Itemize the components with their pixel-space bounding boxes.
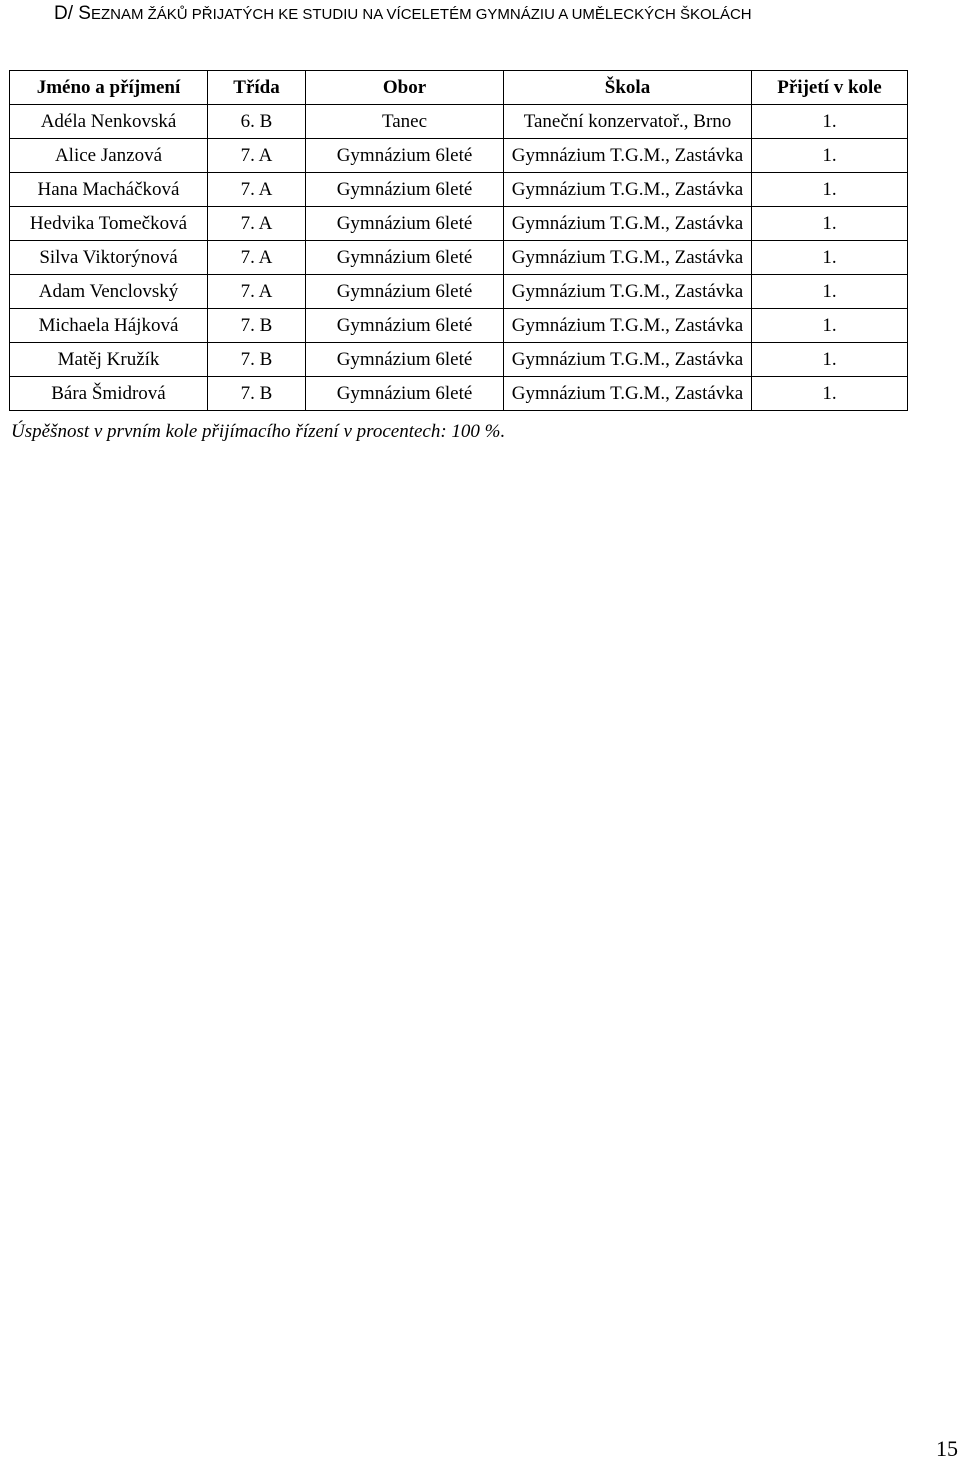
table-row — [10, 343, 908, 377]
header-class: Třída — [208, 71, 306, 105]
cell-school: Taneční konzervatoř., Brno — [504, 105, 752, 139]
cell-field: Gymnázium 6leté — [306, 275, 504, 309]
cell-field: Gymnázium 6leté — [306, 343, 504, 377]
cell-round: 1. — [752, 377, 908, 411]
cell-field: Tanec — [306, 105, 504, 139]
cell-class: 7. A — [208, 241, 306, 275]
cell-field: Gymnázium 6leté — [306, 241, 504, 275]
cell-name: Hedvika Tomečková — [10, 207, 208, 241]
cell-field: Gymnázium 6leté — [306, 139, 504, 173]
cell-class: 7. B — [208, 343, 306, 377]
cell-round: 1. — [752, 139, 908, 173]
table-row — [10, 207, 908, 241]
cell-round: 1. — [752, 309, 908, 343]
cell-class: 6. B — [208, 105, 306, 139]
cell-school: Gymnázium T.G.M., Zastávka — [504, 377, 752, 411]
cell-field: Gymnázium 6leté — [306, 309, 504, 343]
cell-name: Adéla Nenkovská — [10, 105, 208, 139]
section-title — [54, 2, 752, 27]
cell-class: 7. B — [208, 309, 306, 343]
header-school: Škola — [504, 71, 752, 105]
page-number: 15 — [936, 1436, 958, 1461]
section-title-prefix: D/ S — [54, 3, 91, 24]
cell-class: 7. A — [208, 173, 306, 207]
cell-school: Gymnázium T.G.M., Zastávka — [504, 207, 752, 241]
cell-name: Matěj Kružík — [10, 343, 208, 377]
table-row — [10, 275, 908, 309]
table-header-row — [10, 71, 908, 105]
table-row — [10, 105, 908, 139]
cell-round: 1. — [752, 275, 908, 309]
header-round: Přijetí v kole — [752, 71, 908, 105]
header-field: Obor — [306, 71, 504, 105]
cell-school: Gymnázium T.G.M., Zastávka — [504, 343, 752, 377]
cell-round: 1. — [752, 173, 908, 207]
cell-name: Silva Viktorýnová — [10, 241, 208, 275]
table-row — [10, 241, 908, 275]
cell-name: Bára Šmidrová — [10, 377, 208, 411]
cell-name: Adam Venclovský — [10, 275, 208, 309]
cell-school: Gymnázium T.G.M., Zastávka — [504, 241, 752, 275]
cell-class: 7. A — [208, 207, 306, 241]
table-row — [10, 173, 908, 207]
cell-school: Gymnázium T.G.M., Zastávka — [504, 275, 752, 309]
cell-round: 1. — [752, 241, 908, 275]
section-title-rest: EZNAM ŽÁKŮ PŘIJATÝCH KE STUDIU NA VÍCELETÉM GYMNÁZIU A UMĚLECKÝCH ŠKOLÁCH — [90, 6, 752, 23]
cell-school: Gymnázium T.G.M., Zastávka — [504, 139, 752, 173]
cell-class: 7. A — [208, 139, 306, 173]
table-row — [10, 309, 908, 343]
admissions-table — [9, 70, 908, 411]
success-rate-note: Úspěšnost v prvním kole přijímacího řízení v procentech: 100 %. — [11, 421, 506, 442]
cell-field: Gymnázium 6leté — [306, 207, 504, 241]
cell-name: Michaela Hájková — [10, 309, 208, 343]
cell-name: Alice Janzová — [10, 139, 208, 173]
cell-class: 7. B — [208, 377, 306, 411]
cell-school: Gymnázium T.G.M., Zastávka — [504, 173, 752, 207]
cell-field: Gymnázium 6leté — [306, 377, 504, 411]
header-name: Jméno a příjmení — [10, 71, 208, 105]
table-row — [10, 139, 908, 173]
cell-round: 1. — [752, 207, 908, 241]
cell-class: 7. A — [208, 275, 306, 309]
cell-school: Gymnázium T.G.M., Zastávka — [504, 309, 752, 343]
table-row — [10, 377, 908, 411]
cell-round: 1. — [752, 105, 908, 139]
cell-round: 1. — [752, 343, 908, 377]
cell-field: Gymnázium 6leté — [306, 173, 504, 207]
cell-name: Hana Macháčková — [10, 173, 208, 207]
